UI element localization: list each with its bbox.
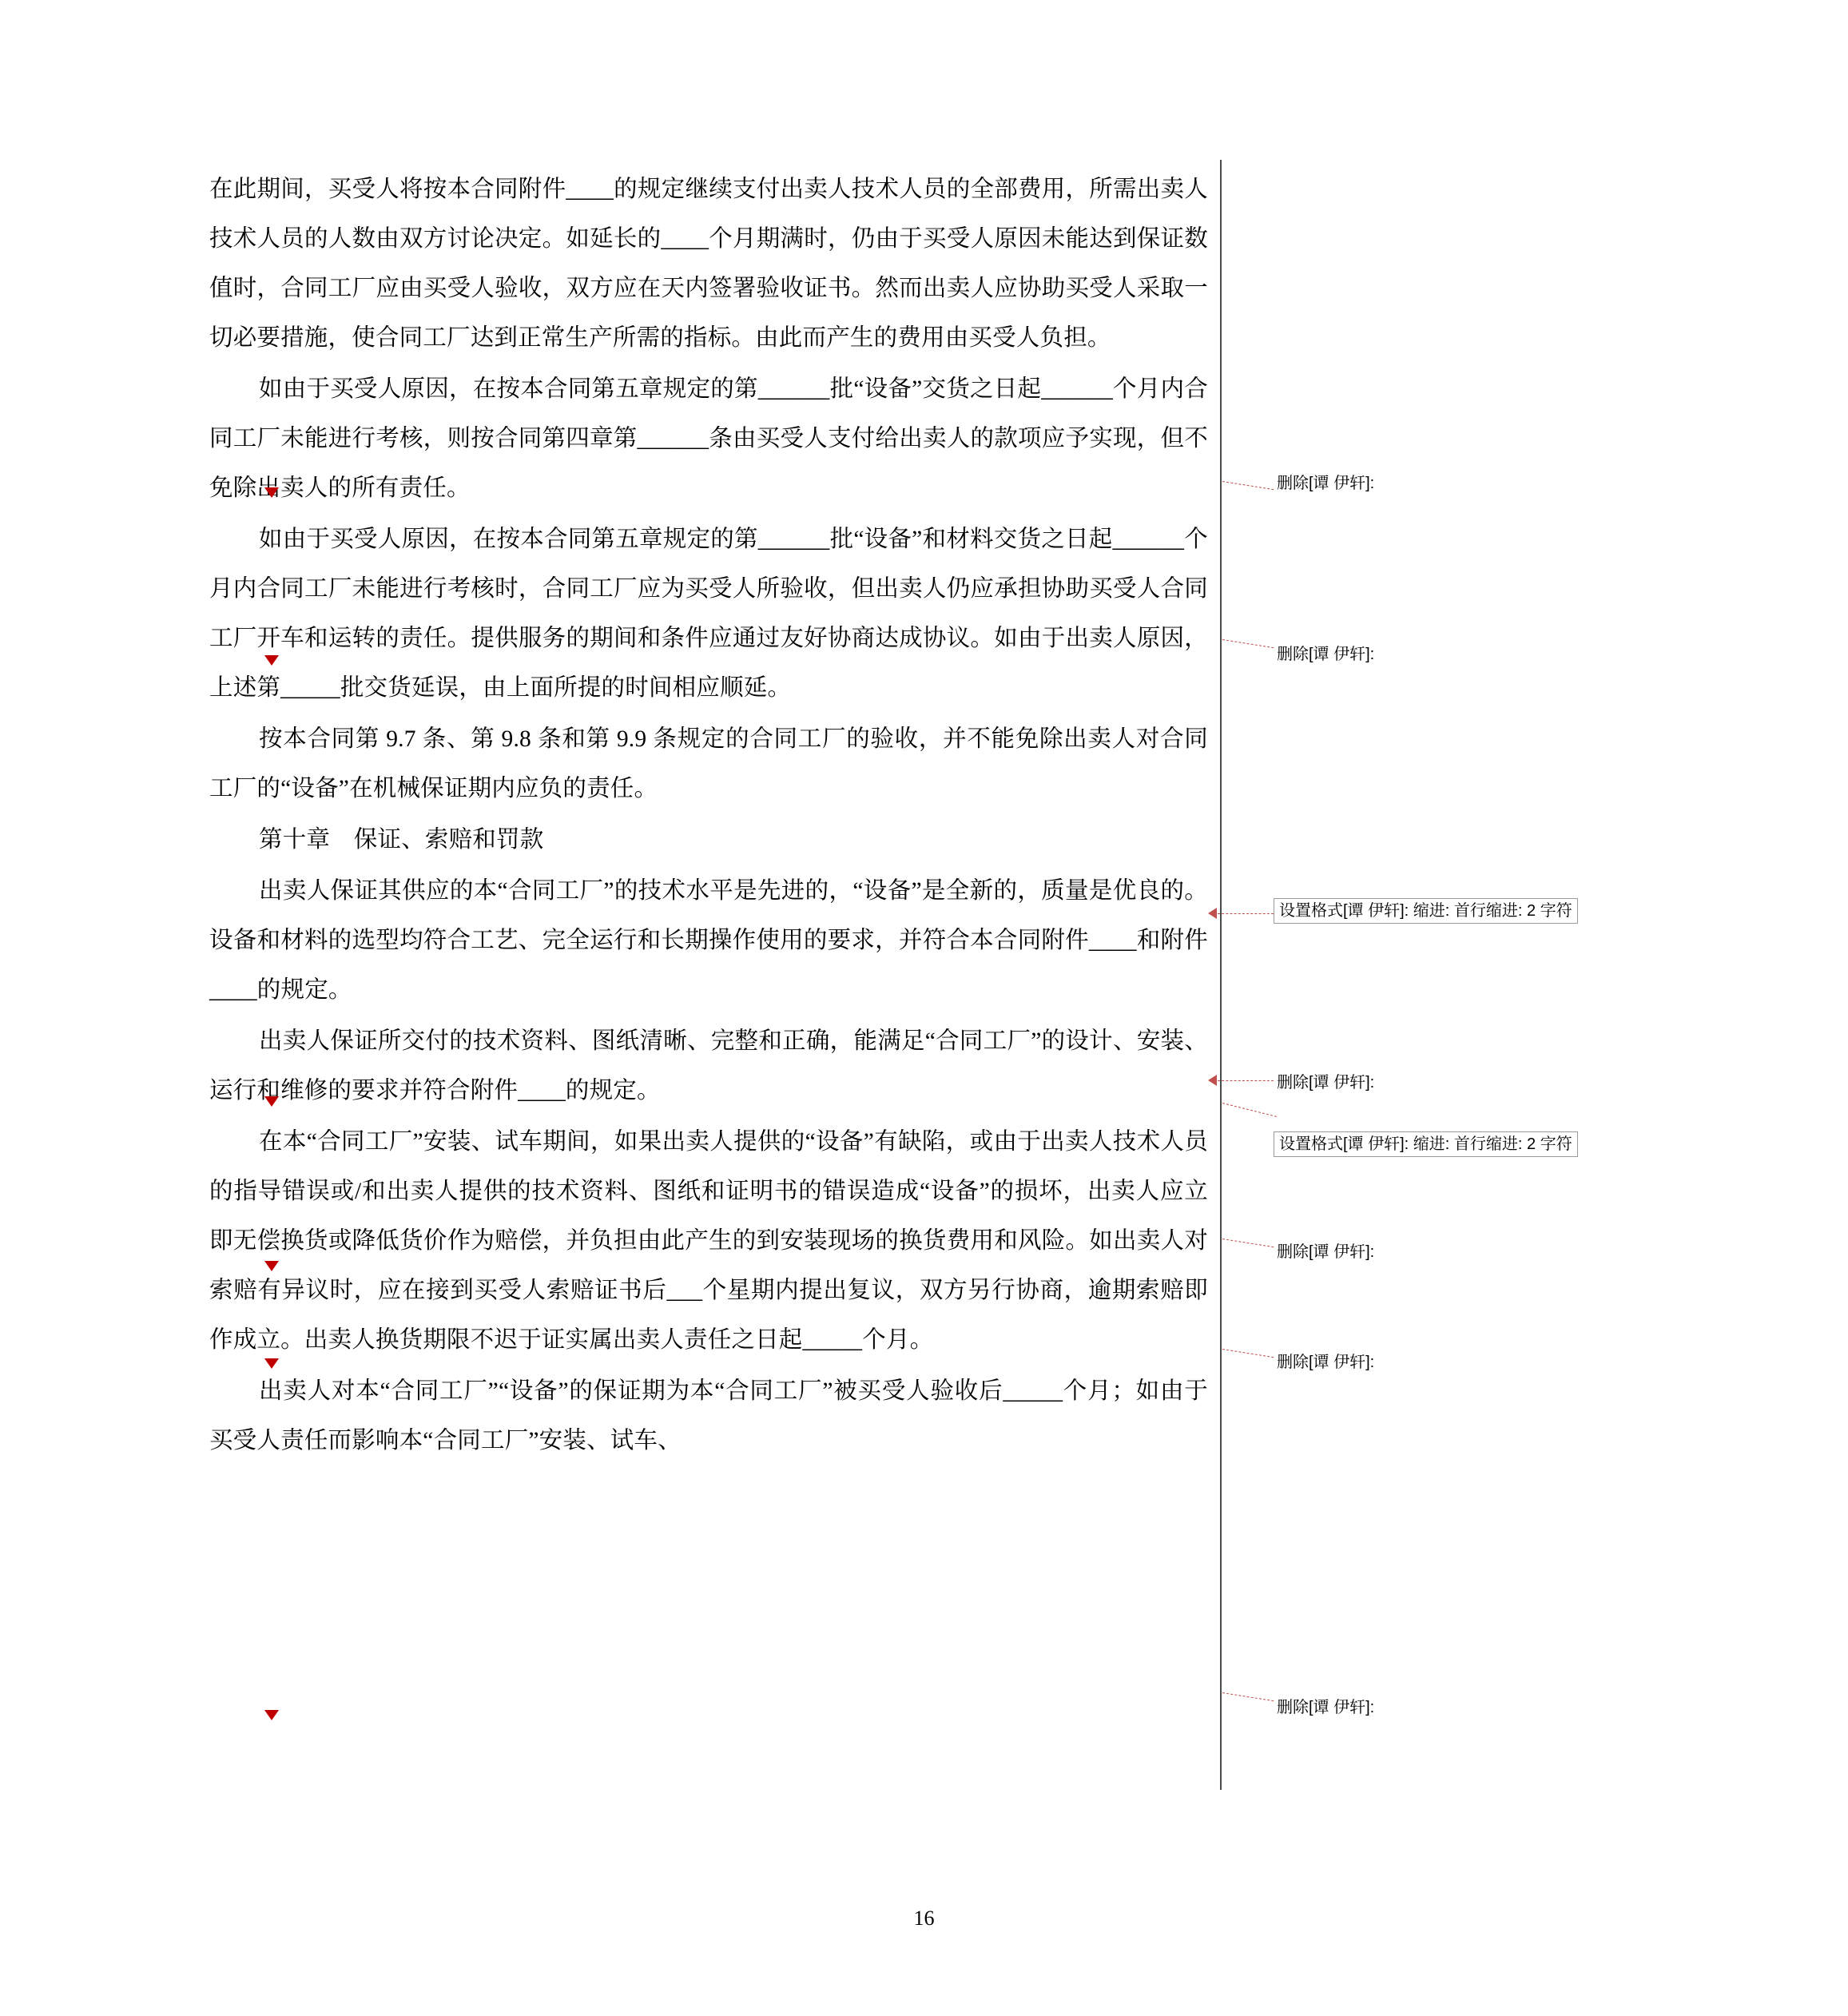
change-caret-icon	[264, 487, 279, 498]
change-caret-icon	[264, 655, 279, 666]
change-caret-icon	[264, 1710, 279, 1720]
paragraph-10-4: 出卖人对本“合同工厂”“设备”的保证期为本“合同工厂”被买受人验收后_____个月；如由于买受人责任而影响本“合同工厂”安装、试车、	[209, 1378, 1208, 1453]
revision-leader	[1218, 913, 1274, 914]
revision-arrow-icon	[1208, 908, 1217, 919]
changed-lines-bar	[1220, 160, 1222, 1790]
revision-leader	[1222, 1692, 1274, 1701]
revision-leader	[1222, 481, 1274, 490]
revision-leader	[1222, 1239, 1274, 1247]
paragraph-continuation: 在此期间，买受人将按本合同附件____的规定继续支付出卖人技术人员的全部费用，所需出卖人技术人员的人数由双方讨论决定。如延长的____个月期满时，仍由于买受人原因未能达到保证数值时，合同工厂应由买受人验收，双方应在天内签署验收证书。然而出卖人应协助买受人采取一切必要措施，使合同工厂达到正常生产所需的指标。由此而产生的费用由买受人负担。	[209, 177, 1208, 351]
paragraph-9-10: 如由于买受人原因，在按本合同第五章规定的第______批“设备”和材料交货之日起______个月内合同工厂未能进行考核时，合同工厂应为买受人所验收，但出卖人仍应承担协助买受人合同工厂开车和运转的责任。提供服务的期间和条件应通过友好协商达成协议。如由于出卖人原因，上述第_____批交货延误，由上面所提的时间相应顺延。	[209, 527, 1208, 701]
paragraph-9-11: 按本合同第 9.7 条、第 9.8 条和第 9.9 条规定的合同工厂的验收，并不能免除出卖人对合同工厂的“设备”在机械保证期内应负的责任。	[209, 726, 1208, 801]
revision-balloon-deletion-5[interactable]: 删除[谭 伊轩]:	[1277, 1350, 1374, 1374]
revision-balloon-deletion-1[interactable]: 删除[谭 伊轩]:	[1277, 471, 1374, 495]
paragraph-10-3: 在本“合同工厂”安装、试车期间，如果出卖人提供的“设备”有缺陷，或由于出卖人技术人员的指导错误或/和出卖人提供的技术资料、图纸和证明书的错误造成“设备”的损坏，出卖人应立即无偿换货或降低货价作为赔偿，并负担由此产生的到安装现场的换货费用和风险。如出卖人对索赔有异议时，应在接到买受人索赔证书后___个星期内提出复议，双方另行协商，逾期索赔即作成立。出卖人换货期限不迟于证实属出卖人责任之日起_____个月。	[209, 1129, 1208, 1353]
paragraph-10-2: 出卖人保证所交付的技术资料、图纸清晰、完整和正确，能满足“合同工厂”的设计、安装、运行和维修的要求并符合附件____的规定。	[209, 1028, 1208, 1103]
revision-leader	[1222, 1349, 1274, 1358]
revision-leader	[1218, 1080, 1274, 1081]
revision-balloon-format-2[interactable]: 设置格式[谭 伊轩]: 缩进: 首行缩进: 2 字符	[1274, 1131, 1578, 1157]
change-caret-icon	[264, 1096, 279, 1107]
revision-leader	[1222, 639, 1274, 648]
document-text-column	[209, 165, 1208, 1465]
change-caret-icon	[264, 1261, 279, 1271]
revision-arrow-icon	[1208, 1075, 1217, 1086]
change-caret-icon	[264, 1358, 279, 1369]
paragraph-9-9: 如由于买受人原因，在按本合同第五章规定的第______批“设备”交货之日起______个月内合同工厂未能进行考核，则按合同第四章第______条由买受人支付给出卖人的款项应予实现，但不免除出卖人的所有责任。	[209, 376, 1208, 501]
revision-balloon-deletion-3[interactable]: 删除[谭 伊轩]:	[1277, 1071, 1374, 1095]
paragraph-10-1: 出卖人保证其供应的本“合同工厂”的技术水平是先进的，“设备”是全新的，质量是优良的。设备和材料的选型均符合工艺、完全运行和长期操作使用的要求，并符合本合同附件____和附件____的规定。	[209, 878, 1208, 1003]
page-number: 16	[913, 1907, 935, 1930]
revision-balloon-deletion-4[interactable]: 删除[谭 伊轩]:	[1277, 1240, 1374, 1264]
heading-chapter-10: 第十章 保证、索赔和罚款	[259, 827, 544, 853]
revision-balloon-deletion-2[interactable]: 删除[谭 伊轩]:	[1277, 642, 1374, 666]
revision-balloon-format-1[interactable]: 设置格式[谭 伊轩]: 缩进: 首行缩进: 2 字符	[1274, 898, 1578, 924]
revision-leader	[1222, 1103, 1277, 1117]
revision-balloon-deletion-6[interactable]: 删除[谭 伊轩]:	[1277, 1696, 1374, 1720]
